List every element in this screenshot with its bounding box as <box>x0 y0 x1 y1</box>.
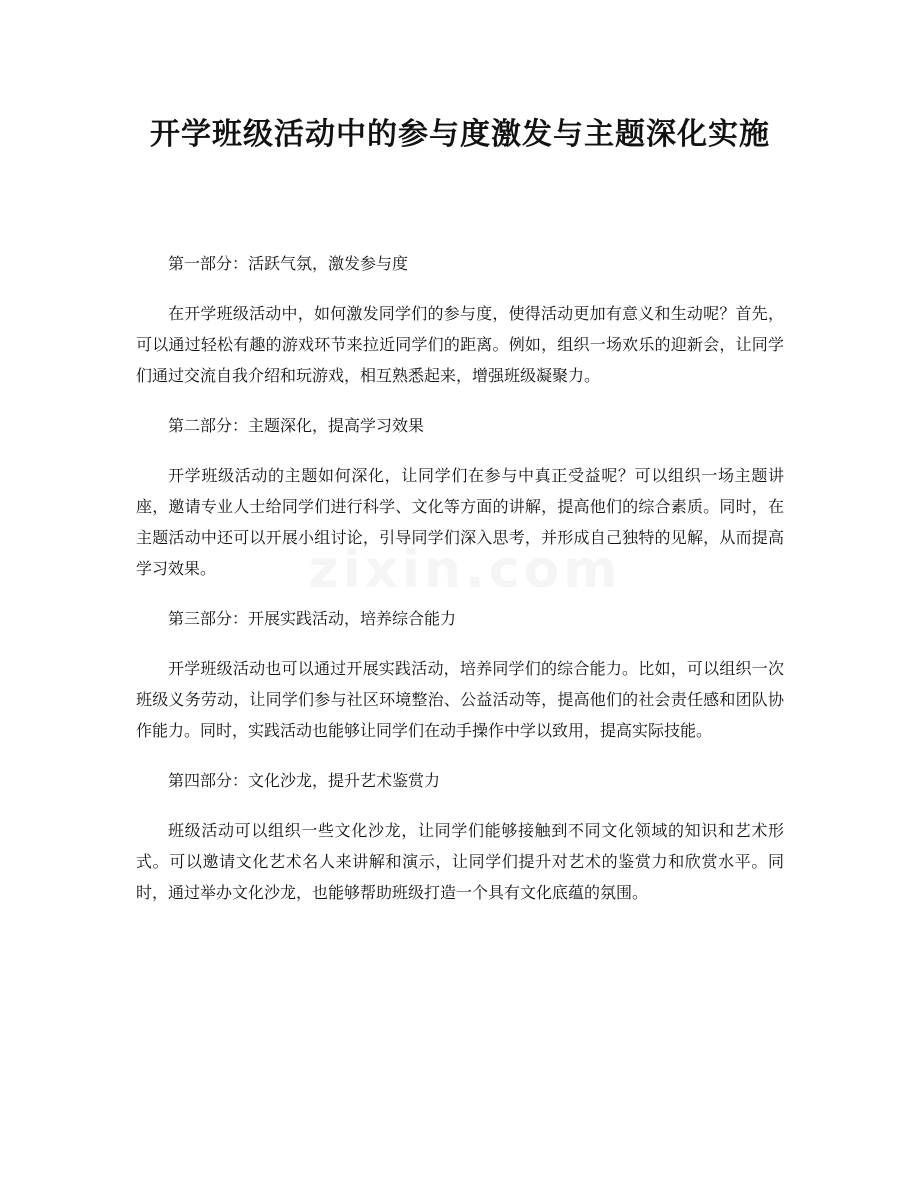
section-heading-4: 第四部分：文化沙龙，提升艺术鉴赏力 <box>168 771 441 790</box>
section-heading-2: 第二部分：主题深化，提高学习效果 <box>168 416 425 435</box>
section-body-1: 在开学班级活动中，如何激发同学们的参与度，使得活动更加有意义和生动呢？首先，可以通过轻松有趣的游戏环节来拉近同学们的距离。例如，组织一场欢乐的迎新会，让同学们通过交流自我介绍和玩游戏，相互熟悉起来，增强班级凝聚力。 <box>136 304 784 385</box>
section-body-3: 开学班级活动也可以通过开展实践活动，培养同学们的综合能力。比如，可以组织一次班级义务劳动，让同学们参与社区环境整治、公益活动等，提高他们的社会责任感和团队协作能力。同时，实践活动也能够让同学们在动手操作中学以致用，提高实际技能。 <box>136 659 784 740</box>
document-body <box>136 248 784 927</box>
section-heading-3: 第三部分：开展实践活动，培养综合能力 <box>168 609 457 628</box>
section-body-4: 班级活动可以组织一些文化沙龙，让同学们能够接触到不同文化领域的知识和艺术形式。可以邀请文化艺术名人来讲解和演示，让同学们提升对艺术的鉴赏力和欣赏水平。同时，通过举办文化沙龙，也能够帮助班级打造一个具有文化底蕴的氛围。 <box>136 821 784 902</box>
document-title: 开学班级活动中的参与度激发与主题深化实施 <box>150 117 770 152</box>
watermark: zixin.com <box>308 540 622 600</box>
section-heading-1: 第一部分：活跃气氛，激发参与度 <box>168 254 409 273</box>
section-body-2: 开学班级活动的主题如何深化，让同学们在参与中真正受益呢？可以组织一场主题讲座，邀请专业人士给同学们进行科学、文化等方面的讲解，提高他们的综合素质。同时，在主题活动中还可以开展小组讨论，引导同学们深入思考，并形成自己独特的见解，从而提高学习效果。 <box>136 466 784 578</box>
